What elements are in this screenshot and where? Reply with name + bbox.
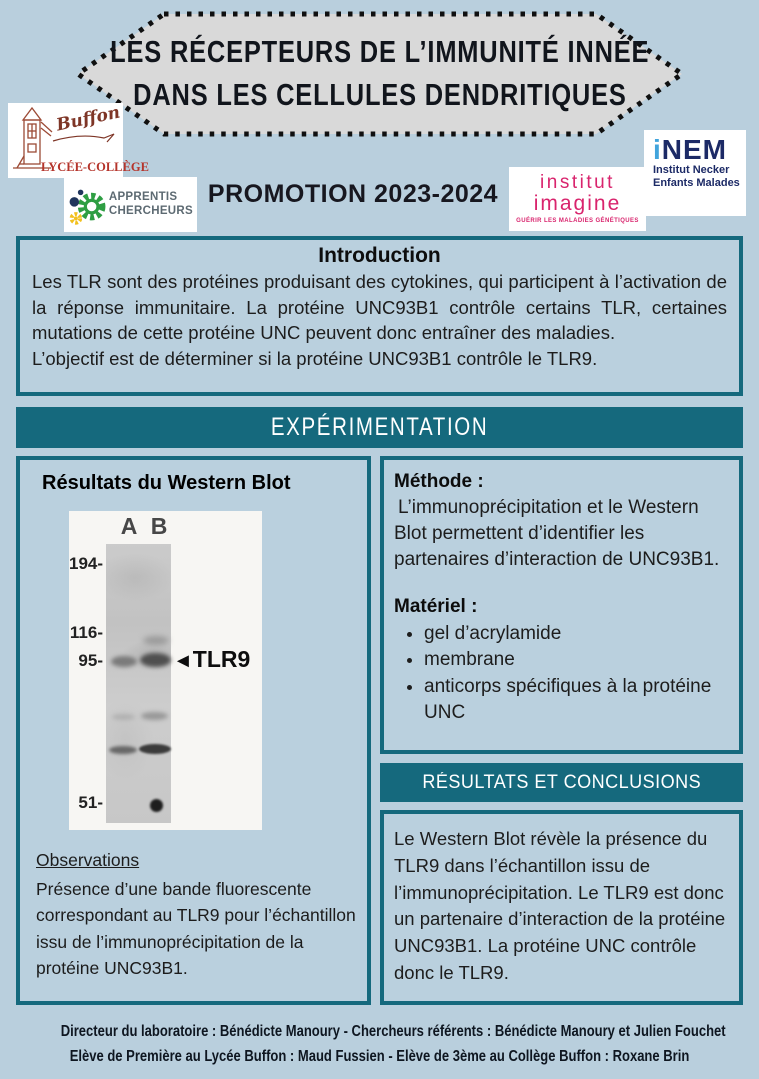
blot-spot (150, 799, 163, 812)
logo-institut-imagine (509, 167, 646, 231)
materiel-item (424, 647, 729, 674)
materiel-title: Matériel : (394, 595, 478, 617)
gears-icon (68, 181, 106, 229)
conclusions-body: Le Western Blot révèle la présence du TLR9 dans l’échantillon issu de l’immunoprécipitation. Le TLR9 est donc un partenaire d’interaction de la protéine UNC93B1. La protéine UNC contrôle donc le TLR9. (394, 828, 726, 984)
left-pointer-icon: ◄ (173, 650, 193, 672)
observations-title: Observations (36, 850, 140, 870)
poster-title (72, 10, 688, 138)
materiel-item-label: anticorps spécifiques à la protéine UNC (424, 675, 712, 724)
poster-title-line2: DANS LES CELLULES DENDRITIQUES (133, 77, 627, 112)
introduction-section (16, 236, 743, 396)
footer-line2: Elève de Première au Lycée Buffon : Maud Fussien - Elève de 3ème au Collège Buffon : Roxane Brin (69, 1047, 690, 1065)
blot-band (141, 712, 168, 720)
methode-body: L’immunoprécipitation et le Western Blot permettent d’identifier les partenaires d’interaction de UNC93B1. (394, 497, 720, 571)
footer-line1: Directeur du laboratoire : Bénédicte Manoury - Chercheurs référents : Bénédicte Manoury et Julien Fouchet (60, 1023, 726, 1040)
experimentation-banner (16, 407, 743, 448)
apprentis-label-line1: APPRENTIS (108, 190, 178, 203)
blot-lane-a-label: A (120, 513, 138, 539)
buffon-label: LYCÉE-COLLÈGE (41, 160, 149, 174)
blot-marker-95: 95- (78, 651, 103, 670)
blot-band (112, 714, 135, 720)
blot-lane-b-label: B (150, 513, 168, 539)
methode-section (380, 456, 743, 754)
promotion-title: PROMOTION 2023-2024 (207, 179, 499, 208)
imagine-line2: imagine (533, 191, 622, 215)
apprentis-label-line2: CHERCHEURS (108, 204, 193, 217)
tlr9-annotation (173, 646, 250, 673)
materiel-item (424, 621, 729, 648)
blot-band-tlr9-lane-b (140, 653, 171, 667)
experimentation-banner-label: EXPÉRIMENTATION (270, 413, 489, 441)
blot-lane-strip (106, 544, 171, 823)
poster-title-line1: LES RÉCEPTEURS DE L’IMMUNITÉ INNÉE (110, 34, 650, 70)
observations-block (36, 850, 362, 981)
materiel-item (424, 674, 729, 727)
buffon-signature: Buffon (54, 102, 122, 136)
logo-inem (644, 130, 746, 216)
observations-body: Présence d’une bande fluorescente correspondant au TLR9 pour l’échantillon issu de l’immunoprécipitation de la protéine UNC93B1. (36, 879, 356, 978)
results-banner-label: RÉSULTATS ET CONCLUSIONS (422, 771, 701, 793)
conclusions-section (380, 810, 743, 1005)
imagine-line1: institut (540, 172, 615, 194)
inem-acronym-i: i (653, 134, 662, 165)
blot-band (139, 744, 171, 754)
western-blot-section (16, 456, 371, 1005)
introduction-objective: L’objectif est de déterminer si la protéine UNC93B1 contrôle le TLR9. (32, 347, 598, 369)
imagine-tagline: GUÉRIR LES MALADIES GÉNÉTIQUES (516, 217, 639, 224)
blot-marker-51: 51- (78, 793, 103, 812)
footer (0, 1020, 759, 1070)
inem-acronym (653, 135, 746, 164)
blot-band (109, 746, 137, 754)
logo-lycee-buffon (8, 102, 149, 178)
blot-band (143, 636, 169, 645)
blot-marker-116: 116- (69, 623, 103, 642)
blot-band-tlr9-lane-a (111, 656, 137, 667)
western-blot-title: Résultats du Western Blot (42, 472, 291, 494)
blot-marker-194: 194- (69, 554, 104, 573)
western-blot-image (69, 511, 262, 830)
methode-title: Méthode : (394, 471, 484, 492)
materiel-item-label: gel d’acrylamide (424, 622, 562, 644)
apprentis-label (109, 191, 193, 219)
materiel-list (398, 621, 729, 727)
inem-acronym-nem: NEM (661, 134, 728, 165)
introduction-body: Les TLR sont des protéines produisant des cytokines, qui participent à l’activation de la réponse immunitaire. La protéine UNC93B1 contrôle certains TLR, certaines mutations de cette protéine UNC peuvent donc entraîner des maladies. (32, 271, 727, 344)
tlr9-label: TLR9 (192, 646, 251, 672)
buffon-signature-swash (52, 131, 116, 145)
materiel-item-label: membrane (424, 649, 515, 671)
inem-line1: Institut Necker (653, 164, 730, 177)
results-banner (380, 763, 743, 802)
inem-line2: Enfants Malades (653, 177, 740, 190)
logo-apprentis-chercheurs (64, 177, 197, 232)
introduction-title: Introduction (318, 244, 441, 267)
